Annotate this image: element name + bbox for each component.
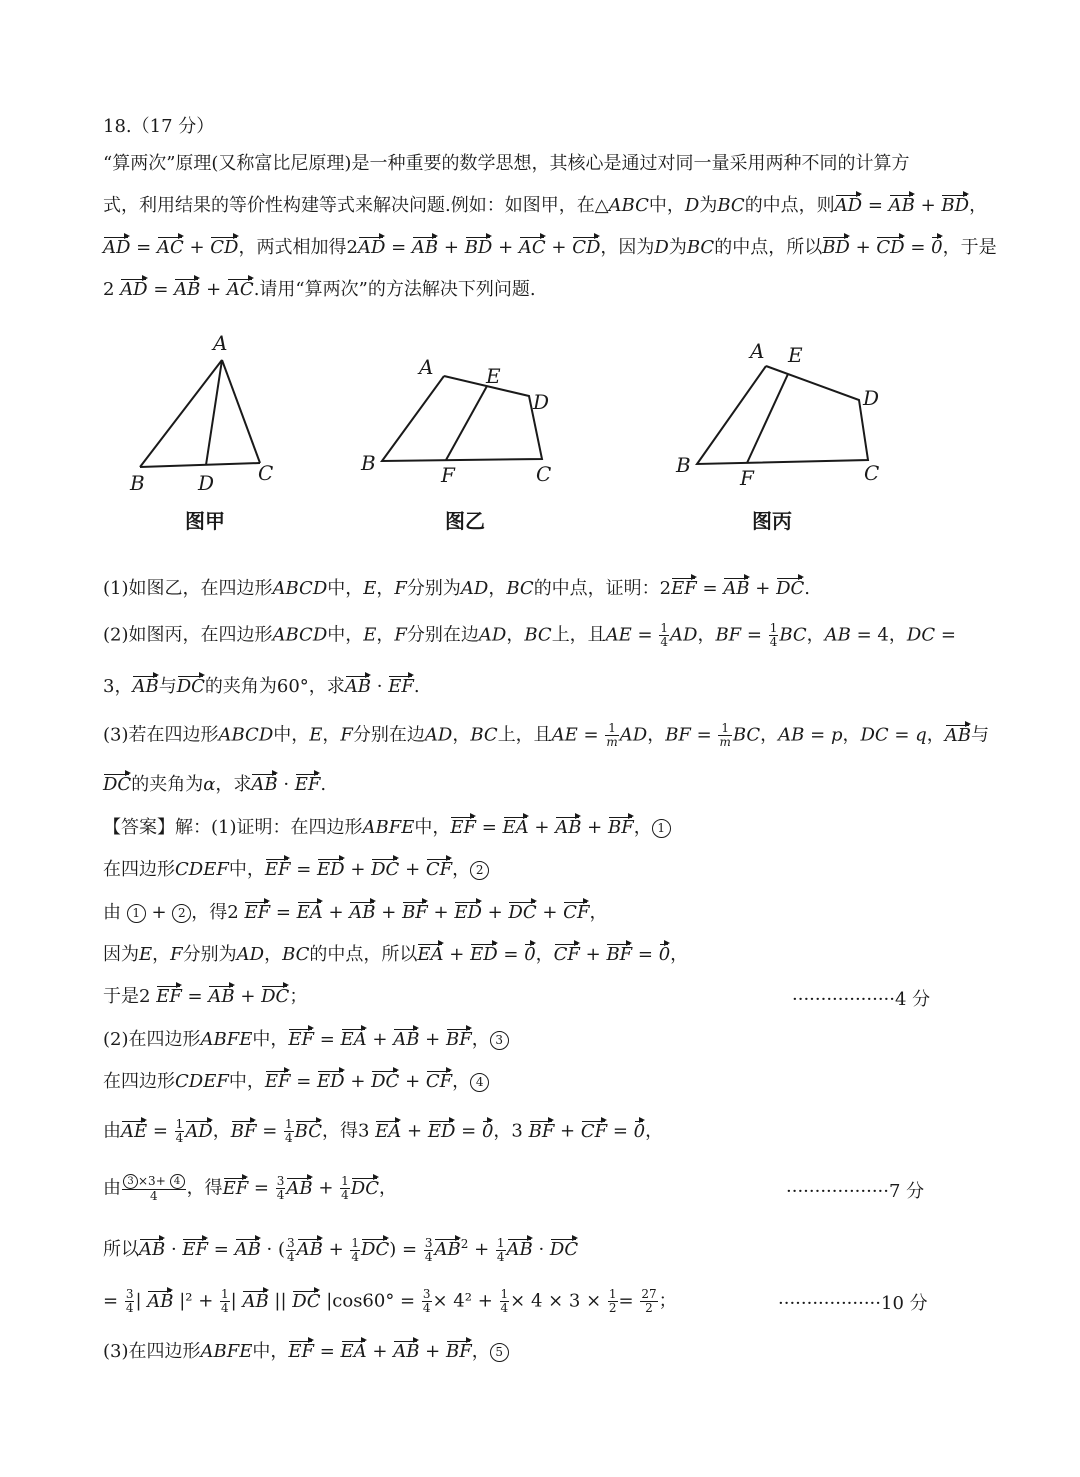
answer-line-12: (3)在四边形ABFE中，EF = EA + AB + BF， 5 — [103, 1340, 509, 1364]
question-1: (1)如图乙，在四边形ABCD中，E，F分别为AD，BC的中点，证明：2EF = AB + DC. — [103, 578, 811, 599]
answer-line-10: 所以AB · EF = AB · ( $\frac{3}{4}$ AB + $\frac{1}{4}$ DC) = $\frac{3}{4}$ $AB^2$ + $\frac{1}{4}$ AB · DC — [103, 1235, 579, 1264]
answer-line-9: 由 $\frac{3 \times 3+ 4}{4}$ ，得EF = $\frac{3}{4}$ AB + $\frac{1}{4}$ DC， — [103, 1174, 397, 1203]
fig-bing-label-e: E — [788, 343, 803, 367]
answer-line-11: = $\frac{3}{4}$ | AB |² + $\frac{1}{4}$ | AB || DC |cos60° = $\frac{3}{4}$ × 4² + $\frac{1}{4}$ × 4 × 3 × $\frac{1}{2}$ = $\frac{27}{2}$ ； — [103, 1287, 677, 1315]
fig-yi-label-f: F — [441, 463, 455, 487]
intro-line-4: 2 AD = AB + AC.请用“算两次”的方法解决下列问题. — [103, 279, 536, 300]
answer-line-6: (2)在四边形ABFE中，EF = EA + AB + BF， 3 — [103, 1028, 509, 1052]
answer-line-7: 在四边形CDEF中，EF = ED + DC + CF， 4 — [103, 1070, 489, 1094]
fig-yi-caption: 图乙 — [445, 509, 485, 533]
score-7: ··················7 分 — [786, 1181, 925, 1202]
answer-line-5: 于是2 EF = AB + DC； — [103, 986, 308, 1007]
answer-line-4: 因为E，F分别为AD，BC的中点，所以EA + ED = 0，CF + BF = 0， — [103, 944, 689, 965]
figure-yi — [355, 350, 570, 495]
fig-bing-label-c: C — [864, 461, 880, 485]
answer-line-2: 在四边形CDEF中，EF = ED + DC + CF， 2 — [103, 858, 489, 882]
fig-bing-label-a: A — [750, 339, 765, 363]
fig-jia-label-a: A — [213, 331, 228, 355]
intro-line-3: AD = AC + CD，两式相加得2AD = AB + BD + AC + CD，因为D为BC的中点，所以BD + CD = 0，于是 — [103, 237, 997, 258]
answer-line-3: 由 1 + 2 ，得2 EF = EA + AB + BF + ED + DC + CF， — [103, 902, 608, 923]
fig-yi-label-d: D — [533, 390, 550, 414]
fig-yi-label-c: C — [536, 462, 552, 486]
score-10: ··················10 分 — [778, 1293, 928, 1314]
intro-line-2: 式，利用结果的等价性构建等式来解决问题.例如：如图甲，在△ABC中，D为BC的中点，则AD = AB + BD， — [103, 195, 988, 216]
fig-jia-label-c: C — [258, 461, 274, 485]
fig-jia-label-b: B — [130, 471, 145, 495]
question-3-line-2: DC的夹角为α，求AB · EF. — [103, 774, 327, 795]
fig-bing-label-d: D — [863, 386, 880, 410]
fig-yi-label-e: E — [486, 364, 501, 388]
figure-jia — [120, 325, 290, 500]
question-3-line-1: (3)若在四边形ABCD中，E，F分别在边AD，BC上，且AE = $\frac{1}{m}$ AD，BF = $\frac{1}{m}$ BC，AB = p，DC = q，AB与 — [103, 721, 989, 749]
answer-line-1: 【答案】解：(1)证明：在四边形ABFE中，EF = EA + AB + BF， 1 — [103, 816, 671, 840]
intro-line-1: “算两次”原理(又称富比尼原理)是一种重要的数学思想，其核心是通过对同一量采用两种不同的计算方 — [103, 153, 910, 174]
question-2-line-1: (2)如图丙，在四边形ABCD中，E，F分别在边AD，BC上，且AE = $\frac{1}{4}$ AD，BF = $\frac{1}{4}$ BC，AB = 4，DC = — [103, 621, 956, 649]
fig-yi-label-a: A — [419, 355, 434, 379]
question-2-line-2: 3，AB与DC的夹角为60°，求AB · EF. — [103, 676, 420, 697]
fig-bing-label-b: B — [676, 453, 691, 477]
fig-jia-caption: 图甲 — [185, 509, 225, 533]
answer-line-8: 由AE = $\frac{1}{4}$ AD，BF = $\frac{1}{4}$ BC，得3 EA + ED = 0，3 BF + CF = 0， — [103, 1117, 664, 1145]
score-4: ··················4 分 — [792, 989, 931, 1010]
problem-header: 18.（17 分） — [103, 116, 215, 137]
fig-bing-caption: 图丙 — [752, 509, 792, 533]
fig-jia-label-d: D — [198, 471, 215, 495]
figure-bing — [670, 330, 895, 495]
fig-yi-label-b: B — [361, 451, 376, 475]
fig-bing-label-f: F — [740, 466, 754, 490]
